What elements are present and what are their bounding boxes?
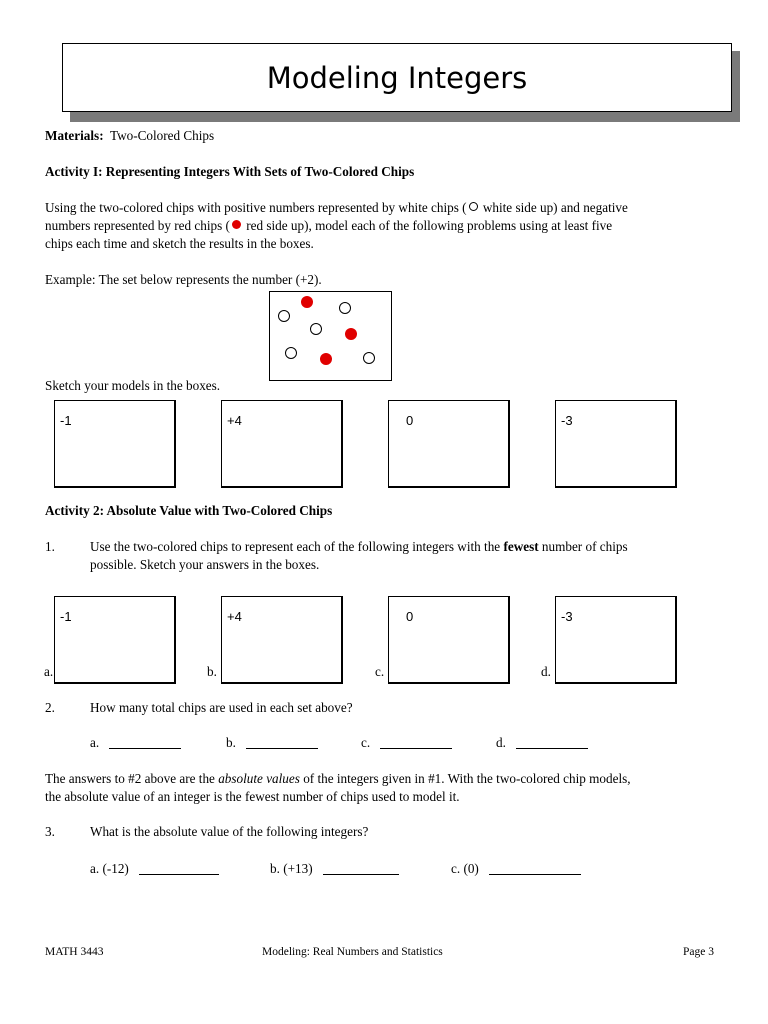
- materials-label: Materials:: [45, 128, 104, 143]
- box-letter-c: c.: [375, 664, 385, 679]
- answer-blank[interactable]: [380, 736, 452, 749]
- red-chip-icon: [232, 220, 241, 229]
- q2-answer-a: [90, 734, 181, 752]
- answer-letter: c.: [361, 735, 371, 750]
- materials-line: [45, 127, 214, 145]
- q1-line2: possible. Sketch your answers in the boxes.: [90, 557, 320, 572]
- q2-answer-b: [226, 734, 318, 752]
- white-chip-icon: [339, 302, 351, 314]
- sketch-box-1[interactable]: [54, 400, 176, 488]
- note-line1: [45, 770, 631, 788]
- box-label: -1: [60, 609, 72, 624]
- box-label: -3: [561, 609, 573, 624]
- activity1-intro-line3: chips each time and sketch the results in the boxes.: [45, 236, 314, 251]
- q3-item-label: b. (+13): [270, 861, 313, 876]
- q3-item-b: [270, 860, 399, 878]
- example-text: Example: The set below represents the number (+2).: [45, 272, 322, 287]
- q3-item-a: [90, 860, 219, 878]
- activity2-heading: Activity 2: Absolute Value with Two-Colored Chips: [45, 503, 333, 518]
- activity1-intro-line1: [45, 199, 628, 217]
- q3-text: What is the absolute value of the following integers?: [90, 824, 369, 839]
- answer-box-d[interactable]: [555, 596, 677, 684]
- note-line2: the absolute value of an integer is the fewest number of chips used to model it.: [45, 789, 460, 804]
- answer-blank[interactable]: [516, 736, 588, 749]
- activity1-intro-line2: [45, 217, 612, 235]
- example-box: [269, 291, 392, 381]
- footer-center: Modeling: Real Numbers and Statistics: [262, 946, 443, 958]
- note-text: of the integers given in #1. With the two-colored chip models,: [299, 771, 631, 786]
- q2-answer-c: [361, 734, 452, 752]
- page-title: Modeling Integers: [266, 60, 528, 95]
- answer-box-b[interactable]: [221, 596, 343, 684]
- box-label: 0: [406, 413, 414, 428]
- intro-text: red side up), model each of the following problems using at least five: [242, 218, 613, 233]
- q2-text: How many total chips are used in each set above?: [90, 700, 353, 715]
- box-label: +4: [227, 609, 242, 624]
- q2-answer-d: [496, 734, 588, 752]
- materials-text: Two-Colored Chips: [109, 128, 215, 143]
- answer-letter: a.: [90, 735, 100, 750]
- note-text: The answers to #2 above are the: [45, 771, 219, 786]
- box-label: +4: [227, 413, 242, 428]
- q1-num: 1.: [45, 539, 55, 554]
- white-chip-icon: [285, 347, 297, 359]
- q3-item-c: [451, 860, 581, 878]
- intro-text: Using the two-colored chips with positive numbers represented by white chips (: [45, 200, 467, 215]
- answer-letter: b.: [226, 735, 236, 750]
- activity1-heading: Activity I: Representing Integers With Sets of Two-Colored Chips: [45, 164, 415, 179]
- answer-blank[interactable]: [109, 736, 181, 749]
- q1-bold: fewest: [503, 539, 539, 554]
- box-label: -3: [561, 413, 573, 428]
- q1-line1: [90, 538, 628, 556]
- answer-blank[interactable]: [246, 736, 318, 749]
- answer-blank[interactable]: [323, 862, 399, 875]
- title-box: [62, 43, 732, 112]
- white-chip-icon: [363, 352, 375, 364]
- answer-letter: d.: [496, 735, 506, 750]
- answer-blank[interactable]: [139, 862, 219, 875]
- note-italic: absolute values: [218, 771, 300, 786]
- sketch-box-3[interactable]: [388, 400, 510, 488]
- box-letter-d: d.: [541, 664, 551, 679]
- q3-num: 3.: [45, 824, 55, 839]
- red-chip-icon: [301, 296, 313, 308]
- q3-item-label: c. (0): [451, 861, 479, 876]
- q1-text: number of chips: [538, 539, 628, 554]
- white-chip-icon: [310, 323, 322, 335]
- intro-text: numbers represented by red chips (: [45, 218, 230, 233]
- intro-text: white side up) and negative: [479, 200, 628, 215]
- box-label: -1: [60, 413, 72, 428]
- box-label: 0: [406, 609, 414, 624]
- white-chip-icon: [469, 202, 478, 211]
- red-chip-icon: [345, 328, 357, 340]
- answer-box-c[interactable]: [388, 596, 510, 684]
- q2-num: 2.: [45, 700, 55, 715]
- red-chip-icon: [320, 353, 332, 365]
- answer-box-a[interactable]: [54, 596, 176, 684]
- box-letter-a: a.: [44, 664, 54, 679]
- answer-blank[interactable]: [489, 862, 581, 875]
- sketch-box-4[interactable]: [555, 400, 677, 488]
- footer-left: MATH 3443: [45, 946, 104, 958]
- sketch-box-2[interactable]: [221, 400, 343, 488]
- box-letter-b: b.: [207, 664, 217, 679]
- q1-text: Use the two-colored chips to represent each of the following integers with the: [90, 539, 504, 554]
- footer-right: Page 3: [683, 946, 714, 958]
- white-chip-icon: [278, 310, 290, 322]
- sketch-prompt: Sketch your models in the boxes.: [45, 378, 221, 393]
- q3-item-label: a. (-12): [90, 861, 129, 876]
